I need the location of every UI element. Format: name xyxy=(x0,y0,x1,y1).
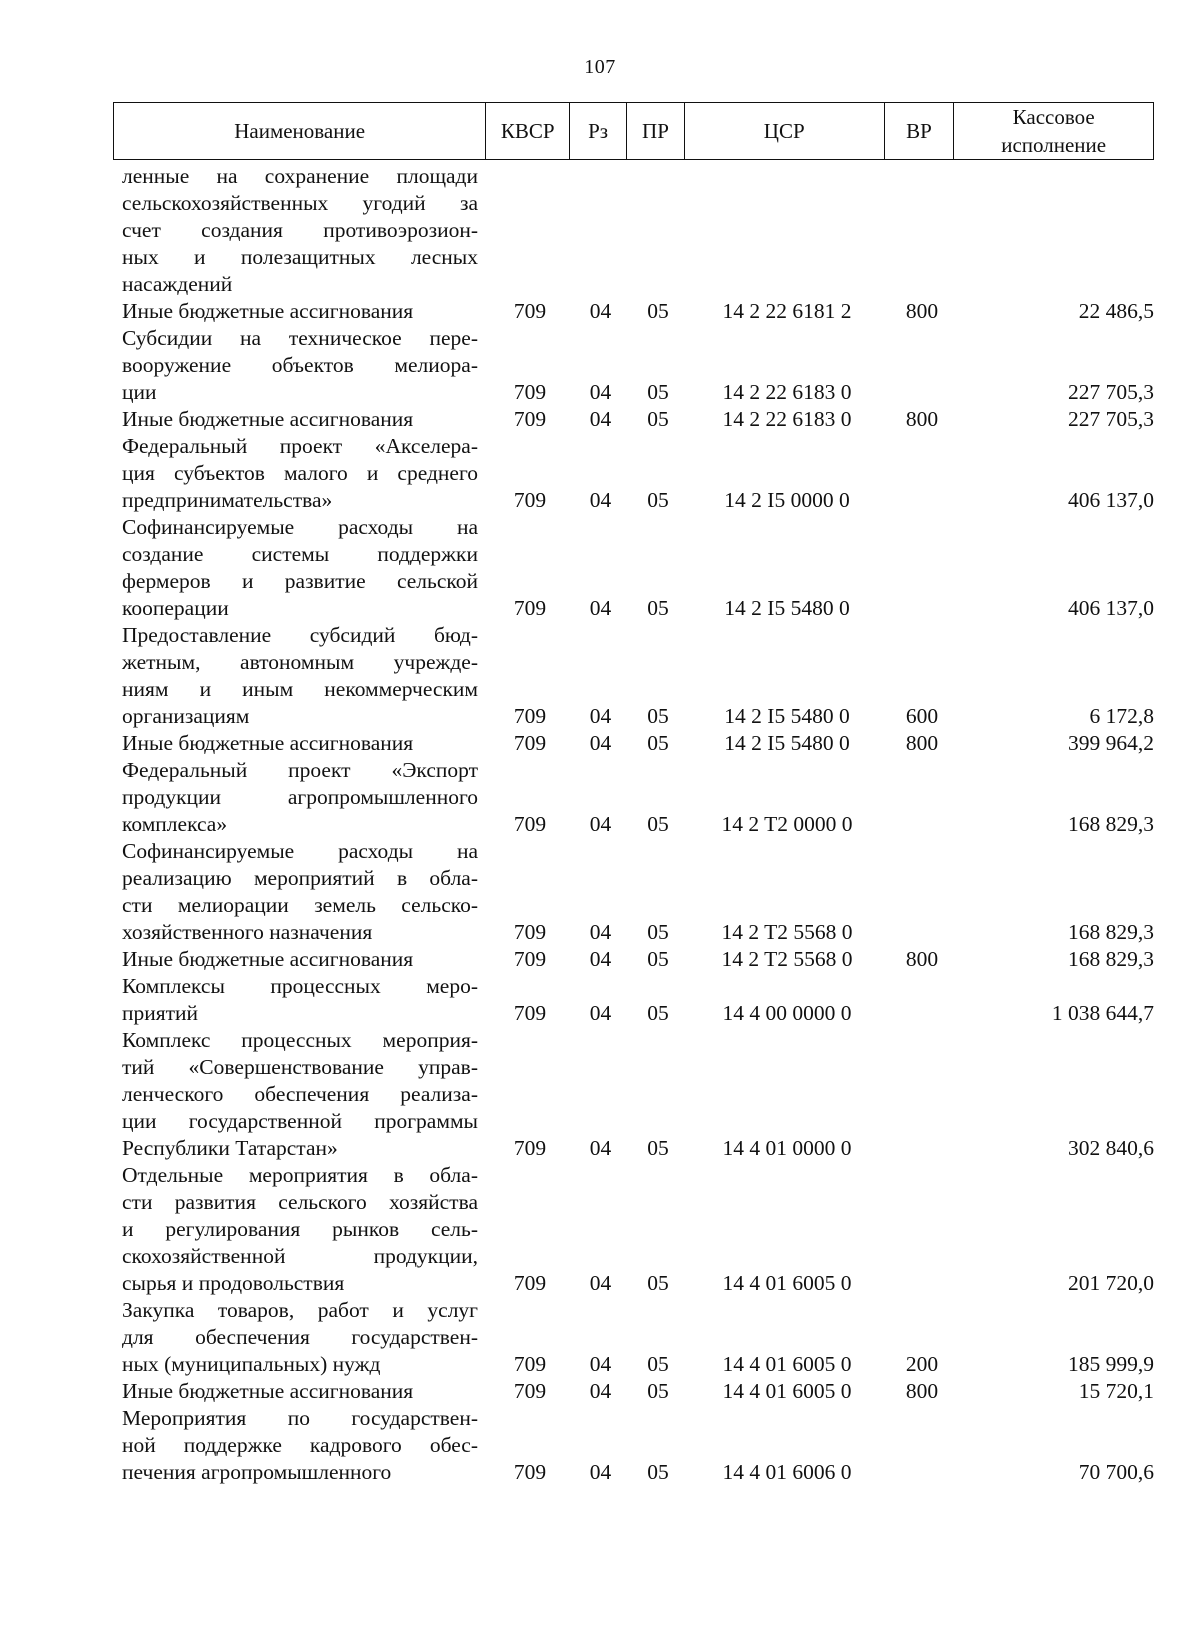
row-pr: 05 xyxy=(647,1352,669,1376)
table-row xyxy=(122,1027,1154,1162)
row-name-line: счет создания противоэрозион- xyxy=(122,218,478,242)
row-name-line: ция субъектов малого и среднего xyxy=(122,461,478,485)
row-name-line: Иные бюджетные ассигнования xyxy=(122,947,414,971)
row-cash-execution: 227 705,3 xyxy=(1068,407,1154,431)
row-cash-execution: 399 964,2 xyxy=(1068,731,1154,755)
row-name xyxy=(122,730,478,757)
row-kvsr: 709 xyxy=(513,731,547,755)
row-name-line: Иные бюджетные ассигнования xyxy=(122,731,414,755)
table-row xyxy=(122,622,1154,730)
row-kvsr: 709 xyxy=(513,704,547,728)
row-name-line: Мероприятия по государствен- xyxy=(122,1406,478,1430)
row-name-line: Софинансируемые расходы на xyxy=(122,515,478,539)
row-name-line: ниям и иным некоммерческим xyxy=(122,677,478,701)
row-name xyxy=(122,946,478,973)
row-cash-execution: 406 137,0 xyxy=(1068,488,1154,512)
row-pr: 05 xyxy=(647,704,669,728)
row-csr: 14 2 22 6181 2 xyxy=(722,299,852,323)
table-body xyxy=(122,163,1154,1486)
row-pr: 05 xyxy=(647,407,669,431)
row-cash-execution: 406 137,0 xyxy=(1068,596,1154,620)
row-name-line: сырья и продовольствия xyxy=(122,1271,345,1295)
table-row xyxy=(122,433,1154,514)
row-cash-execution: 22 486,5 xyxy=(1078,299,1154,323)
row-vr: 800 xyxy=(905,407,939,431)
row-pr: 05 xyxy=(647,731,669,755)
row-vr: 800 xyxy=(905,1379,939,1403)
row-name-line: кооперации xyxy=(122,596,229,620)
row-csr: 14 2 I5 5480 0 xyxy=(724,731,850,755)
row-name-line: ленческого обеспечения реализа- xyxy=(122,1082,478,1106)
row-cash-execution: 70 700,6 xyxy=(1078,1460,1154,1484)
row-pr: 05 xyxy=(647,1271,669,1295)
row-name xyxy=(122,163,478,298)
row-kvsr: 709 xyxy=(513,1136,547,1160)
row-cash-execution: 168 829,3 xyxy=(1068,812,1154,836)
table-row xyxy=(122,838,1154,946)
row-csr: 14 2 I5 0000 0 xyxy=(724,488,850,512)
row-csr: 14 2 22 6183 0 xyxy=(722,380,852,404)
row-kvsr: 709 xyxy=(513,488,547,512)
row-rz: 04 xyxy=(589,1271,612,1295)
row-name-line: Федеральный проект «Акселера- xyxy=(122,434,478,458)
row-rz: 04 xyxy=(589,596,612,620)
header-pr: ПР xyxy=(627,103,685,159)
row-rz: 04 xyxy=(589,920,612,944)
row-rz: 04 xyxy=(589,1460,612,1484)
table-row xyxy=(122,514,1154,622)
row-cash-execution: 302 840,6 xyxy=(1068,1136,1154,1160)
row-name xyxy=(122,757,478,838)
row-rz: 04 xyxy=(589,704,612,728)
row-name xyxy=(122,298,478,325)
row-name-line: ции государственной программы xyxy=(122,1109,478,1133)
row-csr: 14 4 01 6005 0 xyxy=(722,1271,852,1295)
header-cash-execution-line2: исполнение xyxy=(1001,133,1107,157)
row-name-line: Комплексы процессных меро- xyxy=(122,974,478,998)
row-rz: 04 xyxy=(589,1001,612,1025)
row-csr: 14 4 00 0000 0 xyxy=(722,1001,852,1025)
row-name-line: тий «Совершенствование управ- xyxy=(122,1055,478,1079)
row-name xyxy=(122,1405,478,1486)
row-cash-execution: 1 038 644,7 xyxy=(1051,1001,1154,1025)
row-name xyxy=(122,1027,478,1162)
row-kvsr: 709 xyxy=(513,812,547,836)
row-pr: 05 xyxy=(647,812,669,836)
row-vr: 200 xyxy=(905,1352,939,1376)
row-name-line: ных и полезащитных лесных xyxy=(122,245,478,269)
row-name xyxy=(122,514,478,622)
row-rz: 04 xyxy=(589,731,612,755)
table-row xyxy=(122,973,1154,1027)
row-name-line: Предоставление субсидий бюд- xyxy=(122,623,478,647)
row-rz: 04 xyxy=(589,1352,612,1376)
row-csr: 14 4 01 6005 0 xyxy=(722,1352,852,1376)
row-pr: 05 xyxy=(647,1001,669,1025)
table-row xyxy=(122,1162,1154,1297)
row-rz: 04 xyxy=(589,947,612,971)
row-pr: 05 xyxy=(647,380,669,404)
row-name-line: Закупка товаров, работ и услуг xyxy=(122,1298,478,1322)
row-name xyxy=(122,1162,478,1297)
row-name xyxy=(122,325,478,406)
header-name: Наименование xyxy=(114,103,486,159)
table-row xyxy=(122,163,1154,298)
row-pr: 05 xyxy=(647,596,669,620)
row-name-line: и регулирования рынков сель- xyxy=(122,1217,478,1241)
row-name-line: продукции агропромышленного xyxy=(122,785,478,809)
row-kvsr: 709 xyxy=(513,596,547,620)
table-row xyxy=(122,757,1154,838)
row-pr: 05 xyxy=(647,488,669,512)
row-name-line: Федеральный проект «Экспорт xyxy=(122,758,478,782)
row-name-line: сельскохозяйственных угодий за xyxy=(122,191,478,215)
row-name-line: Субсидии на техническое пере- xyxy=(122,326,478,350)
row-csr: 14 2 I5 5480 0 xyxy=(724,596,850,620)
row-name xyxy=(122,1297,478,1378)
row-csr: 14 2 T2 5568 0 xyxy=(721,920,853,944)
table-row xyxy=(122,1378,1154,1405)
row-name xyxy=(122,1378,478,1405)
row-pr: 05 xyxy=(647,1379,669,1403)
row-cash-execution: 185 999,9 xyxy=(1068,1352,1154,1376)
table-row xyxy=(122,946,1154,973)
row-name-line: ной поддержке кадрового обес- xyxy=(122,1433,478,1457)
row-csr: 14 2 T2 5568 0 xyxy=(721,947,853,971)
row-name xyxy=(122,838,478,946)
row-pr: 05 xyxy=(647,947,669,971)
row-csr: 14 2 22 6183 0 xyxy=(722,407,852,431)
row-vr: 600 xyxy=(905,704,939,728)
row-name-line: Республики Татарстан» xyxy=(122,1136,338,1160)
header-cash-execution xyxy=(954,103,1153,159)
row-rz: 04 xyxy=(589,380,612,404)
row-name-line: Комплекс процессных мероприя- xyxy=(122,1028,478,1052)
row-pr: 05 xyxy=(647,299,669,323)
header-kvsr: КВСР xyxy=(486,103,570,159)
row-rz: 04 xyxy=(589,812,612,836)
row-rz: 04 xyxy=(589,407,612,431)
row-csr: 14 4 01 6005 0 xyxy=(722,1379,852,1403)
row-cash-execution: 201 720,0 xyxy=(1068,1271,1154,1295)
row-name-line: Отдельные мероприятия в обла- xyxy=(122,1163,478,1187)
row-name-line: предпринимательства» xyxy=(122,488,333,512)
row-name-line: реализацию мероприятий в обла- xyxy=(122,866,478,890)
row-kvsr: 709 xyxy=(513,1271,547,1295)
row-cash-execution: 15 720,1 xyxy=(1078,1379,1154,1403)
row-name-line: приятий xyxy=(122,1001,199,1025)
table-row xyxy=(122,406,1154,433)
row-name-line: для обеспечения государствен- xyxy=(122,1325,478,1349)
row-name-line: ных (муниципальных) нужд xyxy=(122,1352,381,1376)
row-csr: 14 4 01 6006 0 xyxy=(722,1460,852,1484)
row-csr: 14 4 01 0000 0 xyxy=(722,1136,852,1160)
row-kvsr: 709 xyxy=(513,1379,547,1403)
row-csr: 14 2 T2 0000 0 xyxy=(721,812,853,836)
row-kvsr: 709 xyxy=(513,407,547,431)
row-name-line: ленные на сохранение площади xyxy=(122,164,478,188)
page-number: 107 xyxy=(584,56,616,78)
row-name-line: ции xyxy=(122,380,157,404)
row-name-line: жетным, автономным учрежде- xyxy=(122,650,478,674)
row-cash-execution: 6 172,8 xyxy=(1089,704,1154,728)
table-header xyxy=(113,102,1154,160)
row-csr: 14 2 I5 5480 0 xyxy=(724,704,850,728)
row-pr: 05 xyxy=(647,920,669,944)
row-name-line: Софинансируемые расходы на xyxy=(122,839,478,863)
row-name-line: хозяйственного назначения xyxy=(122,920,373,944)
row-name xyxy=(122,622,478,730)
row-name xyxy=(122,973,478,1027)
table-row xyxy=(122,1405,1154,1486)
row-name-line: создание системы поддержки xyxy=(122,542,478,566)
header-csr: ЦСР xyxy=(685,103,885,159)
row-kvsr: 709 xyxy=(513,299,547,323)
table-row xyxy=(122,298,1154,325)
row-rz: 04 xyxy=(589,1379,612,1403)
table-row xyxy=(122,325,1154,406)
row-name-line: Иные бюджетные ассигнования xyxy=(122,299,414,323)
row-name-line: Иные бюджетные ассигнования xyxy=(122,1379,414,1403)
row-rz: 04 xyxy=(589,1136,612,1160)
row-name-line: Иные бюджетные ассигнования xyxy=(122,407,414,431)
row-pr: 05 xyxy=(647,1136,669,1160)
row-name-line: насаждений xyxy=(122,272,233,296)
row-pr: 05 xyxy=(647,1460,669,1484)
row-vr: 800 xyxy=(905,947,939,971)
row-name-line: скохозяйственной продукции, xyxy=(122,1244,478,1268)
table-row xyxy=(122,1297,1154,1378)
row-rz: 04 xyxy=(589,299,612,323)
row-kvsr: 709 xyxy=(513,1352,547,1376)
row-rz: 04 xyxy=(589,488,612,512)
row-name-line: сти мелиорации земель сельско- xyxy=(122,893,478,917)
row-kvsr: 709 xyxy=(513,1001,547,1025)
row-vr: 800 xyxy=(905,299,939,323)
row-name xyxy=(122,406,478,433)
row-name xyxy=(122,433,478,514)
row-vr: 800 xyxy=(905,731,939,755)
header-vr: ВР xyxy=(885,103,955,159)
header-cash-execution-line1: Кассовое xyxy=(1012,105,1095,129)
row-name-line: сти развития сельского хозяйства xyxy=(122,1190,478,1214)
row-name-line: вооружение объектов мелиора- xyxy=(122,353,478,377)
row-cash-execution: 168 829,3 xyxy=(1068,920,1154,944)
row-name-line: печения агропромышленного xyxy=(122,1460,392,1484)
row-name-line: организациям xyxy=(122,704,250,728)
row-kvsr: 709 xyxy=(513,920,547,944)
header-rz: Рз xyxy=(570,103,627,159)
table-row xyxy=(122,730,1154,757)
row-cash-execution: 168 829,3 xyxy=(1068,947,1154,971)
row-kvsr: 709 xyxy=(513,380,547,404)
row-name-line: фермеров и развитие сельской xyxy=(122,569,478,593)
row-name-line: комплекса» xyxy=(122,812,228,836)
row-kvsr: 709 xyxy=(513,1460,547,1484)
row-kvsr: 709 xyxy=(513,947,547,971)
row-cash-execution: 227 705,3 xyxy=(1068,380,1154,404)
